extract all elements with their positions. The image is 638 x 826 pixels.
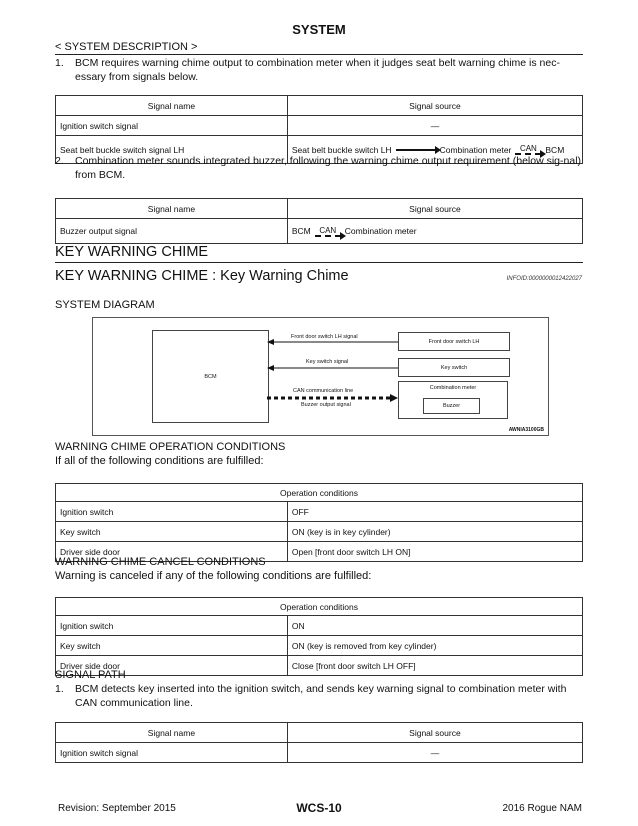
system-diagram bbox=[92, 317, 549, 436]
col-header-signal-source: Signal source bbox=[287, 723, 582, 743]
arrowhead-icon bbox=[267, 339, 274, 345]
op-conditions-heading: WARNING CHIME OPERATION CONDITIONS bbox=[55, 441, 286, 453]
can-line-label: CAN communication line bbox=[293, 388, 354, 394]
cancel-conditions-intro: Warning is canceled if any of the following conditions are fulfilled: bbox=[55, 570, 372, 582]
condition-value: Open [front door switch LH ON] bbox=[287, 542, 582, 562]
col-header-signal-name: Signal name bbox=[56, 723, 288, 743]
condition-value: Close [front door switch LH OFF] bbox=[287, 656, 582, 676]
paragraph-2-text: Combination meter sounds integrated buzzer, following the warning chime output requirement (below sig-nal) from BCM. bbox=[75, 155, 582, 181]
col-header-signal-source: Signal source bbox=[287, 199, 582, 219]
condition-value: ON (key is removed from key cylinder) bbox=[287, 636, 582, 656]
buzzer-signal-label: Buzzer output signal bbox=[301, 402, 351, 408]
footer-revision: Revision: September 2015 bbox=[58, 803, 176, 814]
paragraph-1-number: 1. bbox=[55, 57, 64, 69]
arrowhead-icon bbox=[390, 394, 398, 402]
signal-path-text: BCM detects key inserted into the ignition switch, and sends key warning signal to combination meter with CAN communication line. bbox=[75, 683, 567, 709]
signal-source-cell: — bbox=[287, 743, 582, 763]
col-header-signal-source: Signal source bbox=[287, 96, 582, 116]
combination-meter-label: Combination meter bbox=[429, 385, 477, 391]
condition-value: ON bbox=[287, 616, 582, 636]
section-heading: KEY WARNING CHIME bbox=[55, 244, 209, 260]
signal-flow bbox=[292, 144, 578, 155]
footer-page-number: WCS-10 bbox=[296, 801, 342, 815]
bcm-label: BCM bbox=[204, 373, 217, 380]
signal-source-cell bbox=[287, 219, 582, 244]
signal-path-paragraph bbox=[55, 683, 583, 710]
condition-item: Key switch bbox=[56, 636, 288, 656]
system-diagram-heading: SYSTEM DIAGRAM bbox=[55, 299, 155, 311]
signal-source-cell: — bbox=[287, 116, 582, 136]
signal-path-number: 1. bbox=[55, 683, 64, 695]
flow-source: BCM bbox=[291, 226, 311, 236]
table-row bbox=[56, 219, 583, 244]
front-door-signal-label: Front door switch LH signal bbox=[291, 334, 358, 340]
can-label: CAN bbox=[519, 144, 537, 153]
signal-name-cell: Ignition switch signal bbox=[56, 743, 288, 763]
signal-table-1 bbox=[55, 95, 583, 164]
dashed-arrow-icon bbox=[315, 235, 341, 237]
col-header-signal-name: Signal name bbox=[56, 96, 288, 116]
signal-path-table bbox=[55, 722, 583, 763]
condition-item: Ignition switch bbox=[56, 502, 288, 522]
signal-table-2 bbox=[55, 198, 583, 244]
flow-source: Seat belt buckle switch LH bbox=[291, 144, 392, 155]
condition-value: OFF bbox=[287, 502, 582, 522]
condition-item: Ignition switch bbox=[56, 616, 288, 636]
divider bbox=[55, 54, 583, 55]
subsection-heading: KEY WARNING CHIME : Key Warning Chime bbox=[55, 268, 349, 284]
signal-name-cell: Buzzer output signal bbox=[56, 219, 288, 244]
operation-conditions-table bbox=[55, 483, 583, 562]
flow-target: Combination meter bbox=[344, 226, 417, 236]
flow-middle: Combination meter bbox=[439, 144, 512, 155]
col-header-signal-name: Signal name bbox=[56, 199, 288, 219]
diagram-code: AWNIA3100GB bbox=[508, 427, 544, 433]
signal-name-cell: Ignition switch signal bbox=[56, 116, 288, 136]
condition-item: Driver side door bbox=[56, 542, 288, 562]
paragraph-2 bbox=[55, 155, 583, 182]
table-row bbox=[56, 636, 583, 656]
front-door-switch-label: Front door switch LH bbox=[428, 338, 480, 345]
can-arrow bbox=[315, 226, 341, 237]
condition-item: Driver side door bbox=[56, 656, 288, 676]
table-row bbox=[56, 743, 583, 763]
buzzer-label: Buzzer bbox=[442, 403, 461, 409]
arrowhead-icon bbox=[267, 365, 274, 371]
cancel-conditions-table bbox=[55, 597, 583, 676]
table-row bbox=[56, 522, 583, 542]
footer-model: 2016 Rogue NAM bbox=[502, 803, 582, 814]
col-header-operation-conditions: Operation conditions bbox=[56, 598, 583, 616]
signal-name-cell: Seat belt buckle switch signal LH bbox=[56, 136, 288, 164]
page-title: SYSTEM bbox=[292, 22, 346, 37]
paragraph-1 bbox=[55, 57, 583, 84]
divider bbox=[55, 262, 583, 263]
table-row bbox=[56, 656, 583, 676]
condition-item: Key switch bbox=[56, 522, 288, 542]
key-switch-label: Key switch bbox=[440, 364, 468, 371]
col-header-operation-conditions: Operation conditions bbox=[56, 484, 583, 502]
cancel-conditions-heading: WARNING CHIME CANCEL CONDITIONS bbox=[55, 556, 266, 568]
paragraph-1-text: BCM requires warning chime output to combination meter when it judges seat belt warning chime is nec-essary from signals below. bbox=[75, 57, 560, 83]
section-label: < SYSTEM DESCRIPTION > bbox=[55, 41, 198, 53]
can-arrow bbox=[515, 144, 541, 155]
flow-target: BCM bbox=[545, 144, 565, 155]
table-row bbox=[56, 116, 583, 136]
table-row bbox=[56, 616, 583, 636]
op-conditions-intro: If all of the following conditions are fulfilled: bbox=[55, 455, 264, 467]
solid-arrow-icon bbox=[396, 149, 436, 151]
diagram-arrows bbox=[93, 318, 548, 435]
paragraph-2-number: 2. bbox=[55, 155, 64, 167]
key-switch-signal-label: Key switch signal bbox=[306, 359, 349, 365]
signal-path-heading: SIGNAL PATH bbox=[55, 669, 126, 681]
condition-value: ON (key is in key cylinder) bbox=[287, 522, 582, 542]
table-row bbox=[56, 502, 583, 522]
can-label: CAN bbox=[319, 225, 337, 235]
info-id: INFOID:0000000012422027 bbox=[506, 276, 582, 282]
signal-flow bbox=[292, 226, 578, 237]
